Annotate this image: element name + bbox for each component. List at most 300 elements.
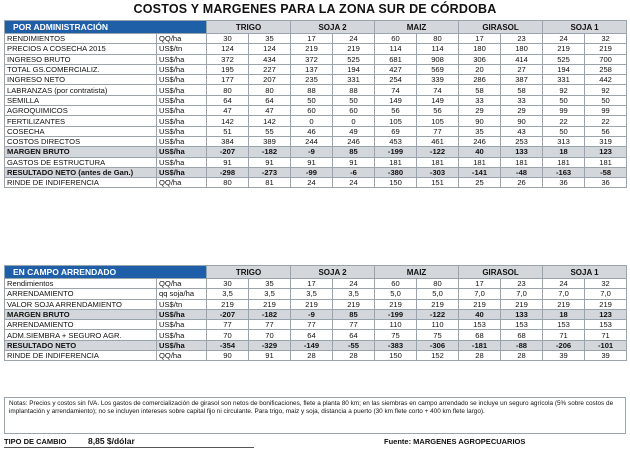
row-value: 88: [291, 85, 333, 95]
row-value: -122: [417, 309, 459, 319]
row-value: 3,5: [291, 289, 333, 299]
table-row: [5, 330, 627, 340]
row-value: -329: [249, 340, 291, 350]
admin-section-title: POR ADMINISTRACIÓN: [5, 21, 207, 34]
row-value: -207: [207, 309, 249, 319]
row-value: 194: [333, 64, 375, 74]
row-value: 105: [375, 116, 417, 126]
row-value: 253: [501, 136, 543, 146]
row-value: 18: [543, 147, 585, 157]
row-value: -181: [459, 340, 501, 350]
row-value: 372: [291, 54, 333, 64]
row-label: ADM.SIEMBRA + SEGURO AGR.: [5, 330, 157, 340]
row-value: 33: [501, 95, 543, 105]
row-value: 219: [207, 299, 249, 309]
row-value: 74: [417, 85, 459, 95]
exchange-rate-label: TIPO DE CAMBIO: [4, 437, 67, 446]
row-unit: US$/ha: [157, 340, 207, 350]
row-value: 55: [249, 126, 291, 136]
row-unit: QQ/ha: [157, 351, 207, 361]
row-value: 150: [375, 351, 417, 361]
admin-header-row: [5, 21, 627, 34]
table-row: [5, 64, 627, 74]
row-value: 91: [207, 157, 249, 167]
row-value: 331: [543, 75, 585, 85]
row-value: 7,0: [543, 289, 585, 299]
row-value: -182: [249, 309, 291, 319]
row-value: -207: [207, 147, 249, 157]
row-value: 22: [543, 116, 585, 126]
table-row: [5, 34, 627, 44]
row-value: 442: [585, 75, 627, 85]
row-value: 75: [375, 330, 417, 340]
row-value: 3,5: [249, 289, 291, 299]
row-value: 124: [249, 44, 291, 54]
row-value: 123: [585, 309, 627, 319]
row-value: -55: [333, 340, 375, 350]
row-value: 17: [459, 279, 501, 289]
row-label: ARRENDAMIENTO: [5, 289, 157, 299]
row-value: 181: [459, 157, 501, 167]
row-value: 153: [501, 320, 543, 330]
row-value: 36: [543, 178, 585, 188]
row-unit: US$/ha: [157, 309, 207, 319]
row-value: 39: [543, 351, 585, 361]
row-value: -182: [249, 147, 291, 157]
crop-header: GIRASOL: [459, 266, 543, 279]
row-value: 60: [333, 106, 375, 116]
row-value: 28: [501, 351, 543, 361]
row-value: 149: [417, 95, 459, 105]
row-value: 219: [333, 44, 375, 54]
row-value: -206: [543, 340, 585, 350]
row-value: 56: [417, 106, 459, 116]
table-row: [5, 351, 627, 361]
row-value: 384: [207, 136, 249, 146]
row-value: 64: [291, 330, 333, 340]
row-value: 389: [249, 136, 291, 146]
row-value: 219: [543, 44, 585, 54]
row-label: INGRESO BRUTO: [5, 54, 157, 64]
row-value: 194: [543, 64, 585, 74]
row-unit: US$/ha: [157, 64, 207, 74]
row-value: 50: [543, 126, 585, 136]
row-value: 80: [417, 279, 459, 289]
row-value: 47: [249, 106, 291, 116]
row-value: -273: [249, 167, 291, 177]
row-value: 64: [207, 95, 249, 105]
row-value: 114: [417, 44, 459, 54]
row-value: 68: [501, 330, 543, 340]
row-unit: US$/tn: [157, 44, 207, 54]
row-value: 91: [333, 157, 375, 167]
row-value: 319: [585, 136, 627, 146]
row-value: 181: [543, 157, 585, 167]
row-value: 35: [249, 34, 291, 44]
row-value: 77: [291, 320, 333, 330]
row-value: -9: [291, 147, 333, 157]
row-unit: US$/ha: [157, 106, 207, 116]
table-row: [5, 147, 627, 157]
row-unit: US$/ha: [157, 116, 207, 126]
row-value: 99: [543, 106, 585, 116]
row-value: 49: [333, 126, 375, 136]
row-value: 91: [291, 157, 333, 167]
row-label: TOTAL GS.COMERCIALIZ.: [5, 64, 157, 74]
row-unit: US$/ha: [157, 320, 207, 330]
row-value: 133: [501, 147, 543, 157]
row-value: 569: [417, 64, 459, 74]
row-value: -101: [585, 340, 627, 350]
row-value: 427: [375, 64, 417, 74]
row-value: 80: [207, 178, 249, 188]
row-value: -6: [333, 167, 375, 177]
row-value: 195: [207, 64, 249, 74]
table-row: [5, 136, 627, 146]
table-row: [5, 289, 627, 299]
crop-header: TRIGO: [207, 266, 291, 279]
row-value: 235: [291, 75, 333, 85]
row-value: 137: [291, 64, 333, 74]
row-unit: US$/ha: [157, 54, 207, 64]
row-value: 219: [501, 299, 543, 309]
row-value: 50: [333, 95, 375, 105]
row-value: -149: [291, 340, 333, 350]
row-value: 219: [333, 299, 375, 309]
row-value: 24: [291, 178, 333, 188]
row-label: LABRANZAS (por contratista): [5, 85, 157, 95]
row-value: 58: [459, 85, 501, 95]
row-value: 181: [585, 157, 627, 167]
row-label: FERTILIZANTES: [5, 116, 157, 126]
row-value: 74: [375, 85, 417, 95]
row-value: 258: [585, 64, 627, 74]
row-value: 5,0: [417, 289, 459, 299]
row-value: 36: [585, 178, 627, 188]
row-value: -9: [291, 309, 333, 319]
row-value: 35: [459, 126, 501, 136]
row-value: 77: [207, 320, 249, 330]
row-value: -199: [375, 309, 417, 319]
row-value: 700: [585, 54, 627, 64]
row-value: 180: [501, 44, 543, 54]
row-value: 20: [459, 64, 501, 74]
row-value: 24: [333, 279, 375, 289]
row-value: 90: [501, 116, 543, 126]
rent-section-title: EN CAMPO ARRENDADO: [5, 266, 207, 279]
row-value: 908: [417, 54, 459, 64]
row-value: 85: [333, 309, 375, 319]
row-value: 0: [333, 116, 375, 126]
row-value: 142: [249, 116, 291, 126]
row-value: 68: [459, 330, 501, 340]
row-label: RINDE DE INDIFERENCIA: [5, 351, 157, 361]
row-unit: US$/ha: [157, 95, 207, 105]
row-value: 47: [207, 106, 249, 116]
row-unit: qq soja/ha: [157, 289, 207, 299]
row-value: 90: [207, 351, 249, 361]
table-row: [5, 85, 627, 95]
row-value: 60: [375, 279, 417, 289]
row-value: 286: [459, 75, 501, 85]
row-value: 7,0: [501, 289, 543, 299]
row-unit: US$/ha: [157, 167, 207, 177]
row-label: VALOR SOJA ARRENDAMIENTO: [5, 299, 157, 309]
row-label: MARGEN BRUTO: [5, 147, 157, 157]
page-title: COSTOS Y MARGENES PARA LA ZONA SUR DE CÓRDOBA: [133, 2, 497, 16]
row-value: 50: [585, 95, 627, 105]
row-value: 246: [459, 136, 501, 146]
row-value: 28: [291, 351, 333, 361]
row-value: 5,0: [375, 289, 417, 299]
row-value: 105: [417, 116, 459, 126]
row-value: 219: [585, 44, 627, 54]
row-value: 91: [249, 351, 291, 361]
table-row: [5, 95, 627, 105]
row-label: COSTOS DIRECTOS: [5, 136, 157, 146]
table-row: [5, 116, 627, 126]
row-value: 80: [249, 85, 291, 95]
row-value: 81: [249, 178, 291, 188]
notes: Notas: Precios y costos sin IVA. Los gastos de comercialización de girasol son netos de bonificaciones, flete a planta 80 km; en las siembras en campo arrendado se incluye un seguro agrícola (5% sobre costos de implantación y arrendamiento); no se incluyen intereses sobre capital fijo ni circulante. Para trigo, maiz y soja, distancia a puerto (30 km flete corto + 400 km flete largo).: [4, 397, 626, 434]
row-value: 207: [249, 75, 291, 85]
row-value: 23: [501, 279, 543, 289]
row-value: 70: [207, 330, 249, 340]
row-value: 414: [501, 54, 543, 64]
row-value: 246: [333, 136, 375, 146]
table-row: [5, 340, 627, 350]
row-value: 151: [417, 178, 459, 188]
row-value: 26: [501, 178, 543, 188]
row-value: 123: [585, 147, 627, 157]
table-row: [5, 299, 627, 309]
row-unit: QQ/ha: [157, 279, 207, 289]
table-row: [5, 157, 627, 167]
row-value: 43: [501, 126, 543, 136]
crop-header: SOJA 2: [291, 266, 375, 279]
row-value: 77: [333, 320, 375, 330]
row-value: 24: [543, 34, 585, 44]
row-value: 3,5: [207, 289, 249, 299]
row-value: -354: [207, 340, 249, 350]
row-value: 69: [375, 126, 417, 136]
row-value: 30: [207, 279, 249, 289]
row-value: 681: [375, 54, 417, 64]
row-unit: US$/tn: [157, 299, 207, 309]
row-value: -380: [375, 167, 417, 177]
row-value: -298: [207, 167, 249, 177]
row-value: 525: [543, 54, 585, 64]
row-value: 306: [459, 54, 501, 64]
crop-header: MAIZ: [375, 266, 459, 279]
table-row: [5, 44, 627, 54]
row-value: 227: [249, 64, 291, 74]
row-value: 133: [501, 309, 543, 319]
row-value: 219: [585, 299, 627, 309]
row-value: 91: [249, 157, 291, 167]
row-value: 24: [333, 34, 375, 44]
row-value: 22: [585, 116, 627, 126]
row-value: 180: [459, 44, 501, 54]
row-value: 3,5: [333, 289, 375, 299]
row-value: 24: [543, 279, 585, 289]
row-value: 244: [291, 136, 333, 146]
row-value: 23: [501, 34, 543, 44]
row-unit: US$/ha: [157, 126, 207, 136]
table-row: [5, 106, 627, 116]
row-value: 313: [543, 136, 585, 146]
row-value: 71: [585, 330, 627, 340]
footer: [4, 436, 626, 448]
row-value: -163: [543, 167, 585, 177]
row-unit: QQ/ha: [157, 178, 207, 188]
row-value: 46: [291, 126, 333, 136]
row-value: 7,0: [459, 289, 501, 299]
row-label: RINDE DE INDIFERENCIA: [5, 178, 157, 188]
crop-header: GIRASOL: [459, 21, 543, 34]
admin-table: [4, 20, 627, 188]
row-value: 17: [291, 34, 333, 44]
row-value: 99: [585, 106, 627, 116]
table-row: [5, 320, 627, 330]
row-value: 50: [291, 95, 333, 105]
row-value: 153: [459, 320, 501, 330]
row-value: -141: [459, 167, 501, 177]
row-unit: US$/ha: [157, 330, 207, 340]
row-unit: US$/ha: [157, 85, 207, 95]
row-value: 153: [585, 320, 627, 330]
crop-header: TRIGO: [207, 21, 291, 34]
row-value: -199: [375, 147, 417, 157]
row-label: COSECHA: [5, 126, 157, 136]
row-value: 29: [459, 106, 501, 116]
row-value: 525: [333, 54, 375, 64]
row-value: -383: [375, 340, 417, 350]
row-value: 387: [501, 75, 543, 85]
crop-header: MAIZ: [375, 21, 459, 34]
row-value: 110: [417, 320, 459, 330]
row-value: 30: [207, 34, 249, 44]
row-value: 71: [543, 330, 585, 340]
row-value: 17: [291, 279, 333, 289]
row-value: 28: [459, 351, 501, 361]
row-value: 152: [417, 351, 459, 361]
row-value: 27: [501, 64, 543, 74]
row-value: 18: [543, 309, 585, 319]
exchange-rate-value: 8,85 $/dólar: [88, 436, 135, 446]
row-value: 60: [291, 106, 333, 116]
row-value: 219: [375, 299, 417, 309]
row-value: -306: [417, 340, 459, 350]
row-value: 331: [333, 75, 375, 85]
row-value: 453: [375, 136, 417, 146]
row-unit: US$/ha: [157, 157, 207, 167]
row-value: 461: [417, 136, 459, 146]
row-label: MARGEN BRUTO: [5, 309, 157, 319]
row-value: 56: [585, 126, 627, 136]
table-row: [5, 279, 627, 289]
row-value: 124: [207, 44, 249, 54]
crop-header: SOJA 1: [543, 21, 627, 34]
row-value: 219: [543, 299, 585, 309]
row-value: 219: [417, 299, 459, 309]
row-value: 39: [585, 351, 627, 361]
row-value: 24: [333, 178, 375, 188]
row-value: -48: [501, 167, 543, 177]
row-label: INGRESO NETO: [5, 75, 157, 85]
footer-divider: [4, 447, 254, 448]
row-value: 181: [501, 157, 543, 167]
crop-header: SOJA 1: [543, 266, 627, 279]
row-value: -58: [585, 167, 627, 177]
row-value: 110: [375, 320, 417, 330]
row-value: 75: [417, 330, 459, 340]
row-value: -122: [417, 147, 459, 157]
row-value: 219: [291, 299, 333, 309]
row-value: 35: [249, 279, 291, 289]
row-value: 80: [207, 85, 249, 95]
row-unit: QQ/ha: [157, 34, 207, 44]
row-unit: US$/ha: [157, 75, 207, 85]
source-note: Fuente: MARGENES AGROPECUARIOS: [384, 437, 526, 446]
row-value: 92: [543, 85, 585, 95]
table-row: [5, 54, 627, 64]
table-row: [5, 75, 627, 85]
row-value: 40: [459, 147, 501, 157]
row-label: RESULTADO NETO: [5, 340, 157, 350]
row-label: Rendimientos: [5, 279, 157, 289]
row-label: ARRENDAMIENTO: [5, 320, 157, 330]
row-value: 92: [585, 85, 627, 95]
row-value: 90: [459, 116, 501, 126]
row-label: PRECIOS A COSECHA 2015: [5, 44, 157, 54]
rent-header-row: [5, 266, 627, 279]
row-unit: US$/ha: [157, 136, 207, 146]
row-value: 181: [417, 157, 459, 167]
row-value: 219: [459, 299, 501, 309]
row-value: 7,0: [585, 289, 627, 299]
table-row: [5, 167, 627, 177]
row-value: 40: [459, 309, 501, 319]
row-value: 28: [333, 351, 375, 361]
row-value: 32: [585, 279, 627, 289]
row-value: 149: [375, 95, 417, 105]
table-row: [5, 126, 627, 136]
row-value: 50: [543, 95, 585, 105]
row-value: 434: [249, 54, 291, 64]
row-value: 150: [375, 178, 417, 188]
row-value: 80: [417, 34, 459, 44]
row-value: 177: [207, 75, 249, 85]
row-value: 58: [501, 85, 543, 95]
row-value: 181: [375, 157, 417, 167]
row-value: 114: [375, 44, 417, 54]
row-value: 29: [501, 106, 543, 116]
row-value: 17: [459, 34, 501, 44]
row-value: 56: [375, 106, 417, 116]
row-value: 70: [249, 330, 291, 340]
row-value: 60: [375, 34, 417, 44]
rent-table: [4, 265, 627, 361]
row-value: 64: [249, 95, 291, 105]
row-value: 32: [585, 34, 627, 44]
row-value: 153: [543, 320, 585, 330]
row-value: 0: [291, 116, 333, 126]
row-value: 254: [375, 75, 417, 85]
table-row: [5, 178, 627, 188]
row-value: 85: [333, 147, 375, 157]
row-value: 64: [333, 330, 375, 340]
